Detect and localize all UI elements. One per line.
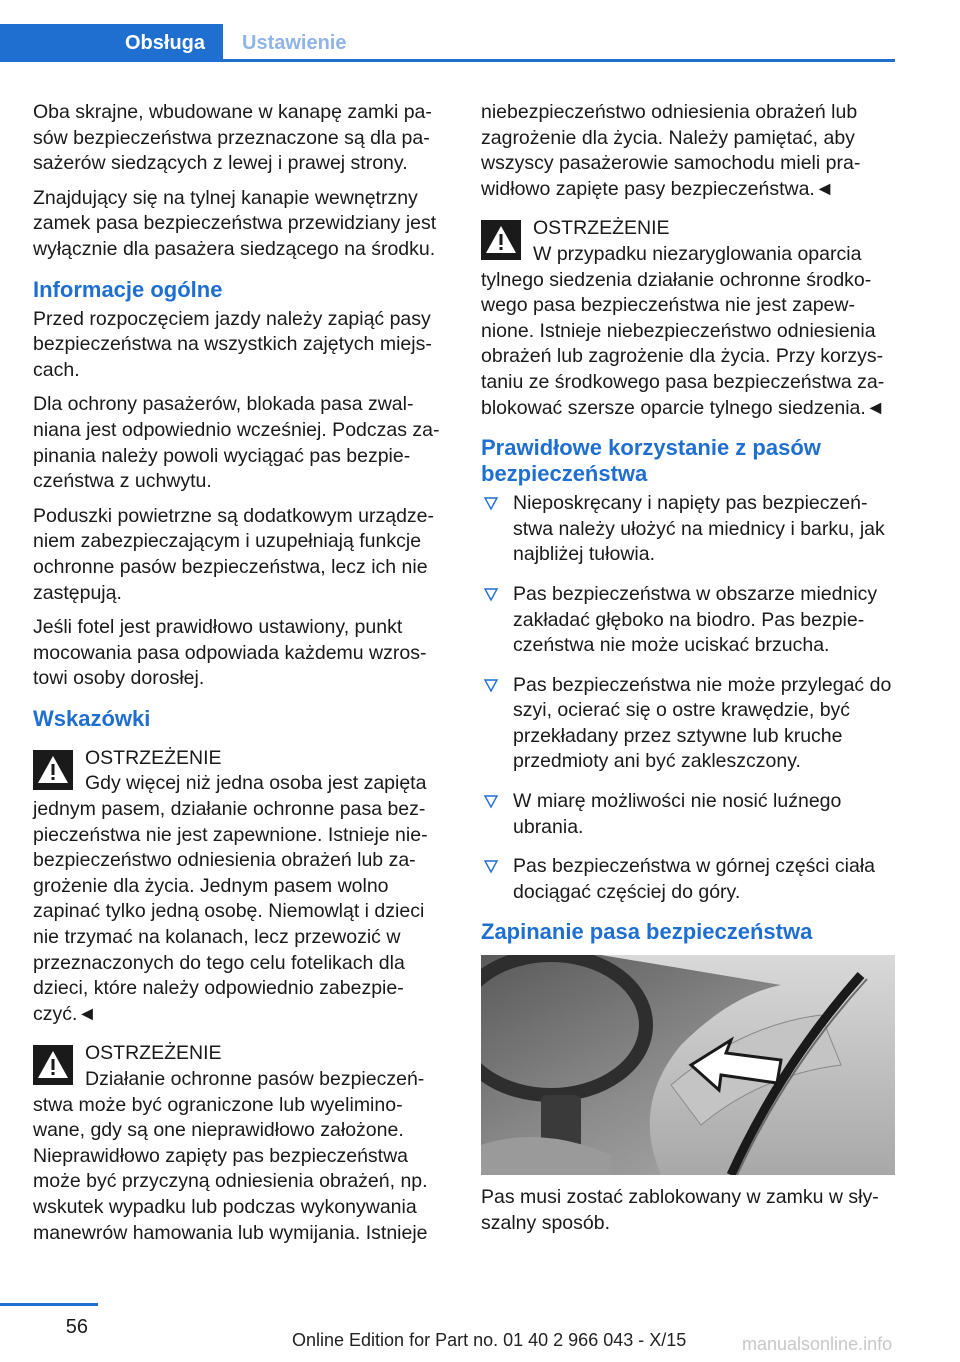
- bullet-triangle-icon: [483, 586, 499, 602]
- list-item-text: Pas bezpieczeństwa w górnej części ciała dociągać częściej do góry.: [513, 855, 876, 903]
- tab-ustawienie-label: Ustawienie: [242, 31, 347, 54]
- section-heading-fastening: Zapinanie pasa bezpieczeństwa: [481, 919, 813, 945]
- bullet-triangle-icon: [483, 793, 499, 809]
- paragraph: Przed rozpoczęciem jazdy należy zapiąć pasy bezpieczeństwa na wszystkich zajętych miejscach.: [33, 307, 432, 381]
- warning-label: OSTRZEŻENIE: [533, 217, 670, 240]
- tab-obsluga[interactable]: [0, 24, 223, 62]
- edition-note: Online Edition for Part no. 01 40 2 966 043 - X/15: [292, 1330, 687, 1350]
- paragraph: niebezpieczeństwo odniesienia obrażeń lub zagrożenie dla życia. Należy pamiętać, aby wszyscy pasażerowie samochodu mieli prawidłowo zapięte pasy bezpieczeństwa.◄: [481, 101, 861, 200]
- list-item: [481, 854, 893, 905]
- warning-label: OSTRZEŻENIE: [85, 1042, 222, 1065]
- warning-triangle-icon: [33, 750, 73, 790]
- list-item: [481, 789, 893, 840]
- warning-label: OSTRZEŻENIE: [85, 746, 222, 769]
- warning-text: W przypadku niezaryglowania oparcia tylnego siedzenia działanie ochronne środkowego pasa bezpieczeństwa nie jest zapewnione. Istnieje niebezpieczeństwo odniesienia obrażeń lub zagrożenie dla życia. Przy korzystaniu ze środkowego pasa bezpieczeństwa zablokować szersze oparcie tylnego siedzenia.◄: [481, 242, 886, 419]
- bullet-triangle-icon: [483, 677, 499, 693]
- list-item-text: Pas bezpieczeństwa nie może przylegać do szyi, ocierać się o ostre krawędzie, być przekładany przez sztywne lub kruche przedmioty ani być zakleszczony.: [513, 673, 892, 773]
- tab-obsluga-label: Obsługa: [124, 31, 205, 54]
- bullet-triangle-icon: [483, 495, 499, 511]
- list-item: [481, 673, 893, 775]
- caption: Pas musi zostać zablokowany w zamku w słyszalny sposób.: [481, 1186, 879, 1235]
- section-heading-general: Informacje ogólne: [33, 276, 223, 302]
- list-item-text: W miarę możliwości nie nosić luźnego ubrania.: [513, 790, 842, 838]
- paragraph: Oba skrajne, wbudowane w kanapę zamki pasów bezpieczeństwa przeznaczone są dla pasażerów siedzących z lewej i prawej strony.: [33, 101, 432, 175]
- paragraph: Poduszki powietrzne są dodatkowym urządzeniem zabezpieczającym i uzupełniają funkcje ochronne pasów bezpieczeństwa, lecz ich nie zastępują.: [33, 504, 435, 604]
- bullet-list: [481, 491, 893, 905]
- warning-triangle-icon: [481, 220, 521, 260]
- paragraph: Dla ochrony pasażerów, blokada pasa zwalniana jest odpowiednio wcześniej. Podczas zapinania należy powoli wyciągać pas bezpieczeństwa z uchwytu.: [33, 393, 440, 493]
- section-heading-correct-use: Prawidłowe korzystanie z pasów bezpieczeństwa: [481, 435, 821, 487]
- page-number: 56: [65, 1316, 88, 1338]
- list-item: [481, 491, 893, 568]
- watermark: manualsonline.info: [742, 1334, 893, 1354]
- header-tabs: [0, 24, 895, 62]
- paragraph: Jeśli fotel jest prawidłowo ustawiony, punkt mocowania pasa odpowiada każdemu wzrostowi osoby dorosłej.: [33, 616, 427, 690]
- warning-block: [481, 216, 893, 421]
- warning-block: [33, 1041, 445, 1246]
- warning-triangle-icon: [33, 1045, 73, 1085]
- section-heading-notes: Wskazówki: [33, 705, 151, 731]
- paragraph: Znajdujący się na tylnej kanapie wewnętrzny zamek pasa bezpieczeństwa przewidziany jest wyłącznie dla pasażera siedzącego na środku.: [33, 186, 437, 260]
- list-item-text: Nieposkręcany i napięty pas bezpieczeństwa należy ułożyć na miednicy i barku, jak najbliżej tułowia.: [513, 492, 885, 566]
- list-item-text: Pas bezpieczeństwa w obszarze miednicy zakładać głęboko na biodro. Pas bezpieczeństwa nie może uciskać brzucha.: [513, 582, 878, 657]
- warning-text: Działanie ochronne pasów bezpieczeństwa może być ograniczone lub wyeliminowane, gdy są one nieprawidłowo założone. Nieprawidłowo zapięty pas bezpieczeństwa może być przyczyną odniesienia obrażeń, np. wskutek wypadku lub podczas wykonywania manewrów hamowania lub wymijania. Istnieje: [33, 1068, 428, 1244]
- footer-rule: [0, 1303, 98, 1306]
- header-rule: [223, 59, 895, 62]
- seatbelt-buckle-photo: [481, 955, 895, 1175]
- warning-text: Gdy więcej niż jedna osoba jest zapięta jednym pasem, działanie ochronne pasa bezpieczeństwa nie jest zapewnione. Istnieje niebezpieczeństwo odniesienia obrażeń lub zagrożenie dla życia. Jednym pasem wolno zapinać tylko jedną osobę. Niemowląt i dzieci nie trzymać na kolanach, lecz przewozić w przeznaczonych do tego celu fotelikach dla dzieci, które należy odpowiednio zabezpieczyć.◄: [33, 772, 428, 1025]
- right-column: [481, 100, 893, 1237]
- warning-block: [33, 746, 445, 1028]
- left-column: [33, 100, 445, 1256]
- bullet-triangle-icon: [483, 858, 499, 874]
- list-item: [481, 582, 893, 659]
- tab-ustawienie[interactable]: [242, 24, 346, 62]
